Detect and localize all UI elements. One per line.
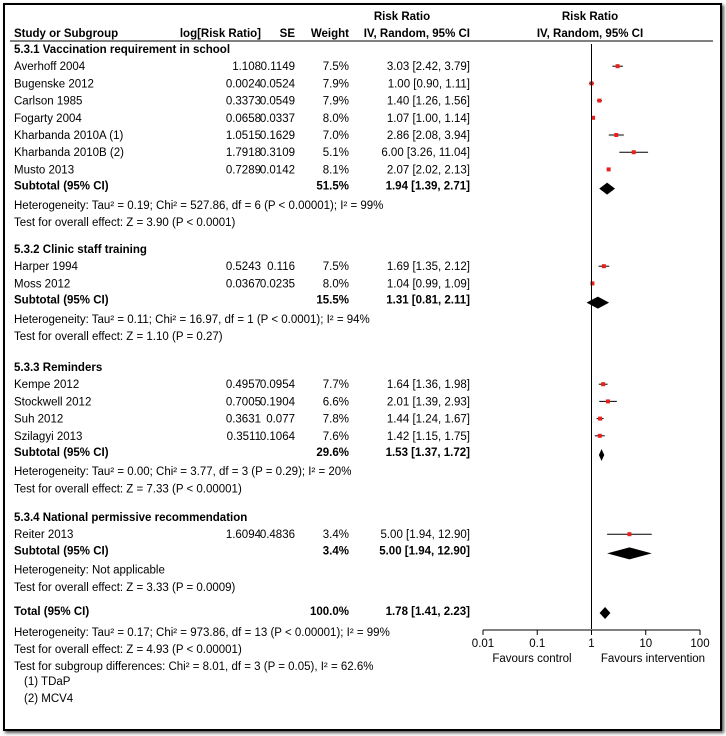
header-se: SE [279, 28, 295, 40]
point-estimate [627, 532, 631, 536]
total-weight: 100.0% [309, 606, 349, 618]
subtotal-weight: 3.4% [322, 545, 349, 558]
study-log-rr: 0.0024 [225, 78, 261, 91]
point-estimate [606, 399, 610, 403]
header-study: Study or Subgroup [14, 28, 119, 40]
study-name: Kharbanda 2010B (2) [14, 147, 124, 160]
study-weight: 5.1% [322, 147, 349, 160]
study-weight: 8.1% [322, 164, 349, 177]
study-ci: 1.40 [1.26, 1.56] [386, 95, 470, 108]
study-log-rr: 0.3373 [225, 95, 261, 108]
favours-control-label: Favours control [492, 653, 572, 665]
footnote-2: (2) MCV4 [24, 693, 74, 705]
subgroup-title: 5.3.4 National permissive recommendation [14, 512, 248, 524]
study-weight: 7.8% [322, 413, 349, 426]
study-name: Harper 1994 [14, 261, 78, 274]
total-ci: 1.78 [1.41, 2.23] [385, 606, 470, 618]
subtotal-label: Subtotal (95% CI) [14, 294, 109, 307]
x-axis-tick-label: 1 [588, 638, 595, 650]
study-name: Suh 2012 [14, 413, 64, 426]
subtotal-ci: 1.31 [0.81, 2.11] [386, 294, 470, 307]
study-log-rr: 0.0367 [225, 278, 261, 291]
study-ci: 3.03 [2.42, 3.79] [386, 61, 470, 74]
study-ci: 5.00 [1.94, 12.90] [380, 529, 470, 542]
header-risk-ratio: Risk Ratio [373, 11, 431, 23]
study-se: 0.4836 [259, 529, 295, 542]
subgroup-title: 5.3.1 Vaccination requirement in school [14, 44, 231, 56]
point-estimate [601, 382, 605, 386]
x-axis-tick-label: 0.01 [471, 638, 495, 650]
subtotal-ci: 1.53 [1.37, 1.72] [385, 447, 470, 459]
point-estimate [602, 264, 606, 268]
subtotal-label: Subtotal (95% CI) [14, 180, 109, 193]
study-se: 0.1064 [259, 430, 295, 443]
study-weight: 6.6% [322, 396, 349, 409]
subgroup-differences-text: Test for subgroup differences: Chi² = 8.01, df = 3 (P = 0.05), I² = 62.6% [14, 661, 374, 673]
header-plot-risk-ratio: Risk Ratio [561, 11, 619, 23]
study-ci: 1.69 [1.35, 2.12] [386, 261, 470, 274]
subtotal-ci: 1.94 [1.39, 2.71] [385, 180, 470, 193]
study-ci: 2.01 [1.39, 2.93] [386, 396, 470, 409]
subtotal-weight: 51.5% [316, 180, 349, 193]
study-weight: 7.9% [322, 95, 349, 108]
study-log-rr: 0.4957 [225, 379, 261, 392]
total-diamond [600, 607, 611, 619]
subtotal-label: Subtotal (95% CI) [14, 447, 109, 459]
study-ci: 1.07 [1.00, 1.14] [386, 112, 470, 125]
point-estimate [597, 99, 601, 103]
subgroup-title: 5.3.2 Clinic staff training [14, 244, 147, 256]
header-plot-method: IV, Random, 95% CI [536, 28, 644, 40]
x-axis-tick-label: 10 [639, 638, 653, 650]
study-weight: 7.7% [322, 379, 349, 392]
study-ci: 2.07 [2.02, 2.13] [386, 164, 470, 177]
study-log-rr: 1.7918 [225, 147, 261, 160]
study-log-rr: 0.0658 [225, 112, 261, 125]
header-weight: Weight [310, 28, 349, 40]
study-name: Szilagyi 2013 [14, 430, 83, 443]
study-se: 0.1629 [259, 130, 295, 142]
study-ci: 2.86 [2.08, 3.94] [386, 130, 470, 142]
study-name: Kharbanda 2010A (1) [14, 130, 124, 142]
study-ci: 6.00 [3.26, 11.04] [381, 147, 470, 160]
study-name: Kempe 2012 [14, 379, 80, 392]
study-se: 0.0524 [259, 78, 295, 91]
subtotal-weight: 15.5% [316, 294, 349, 307]
overall-effect-text: Test for overall effect: Z = 1.10 (P = 0.27) [14, 331, 223, 343]
study-log-rr: 1.6094 [225, 529, 261, 542]
study-name: Averhoff 2004 [14, 61, 86, 74]
study-weight: 7.0% [322, 130, 349, 142]
subtotal-diamond [599, 449, 604, 461]
subtotal-ci: 5.00 [1.94, 12.90] [379, 545, 470, 558]
total-heterogeneity-text: Heterogeneity: Tau² = 0.17; Chi² = 973.86, df = 13 (P < 0.00001); I² = 99% [14, 627, 390, 639]
study-ci: 1.04 [0.99, 1.09] [386, 278, 470, 291]
overall-effect-text: Test for overall effect: Z = 3.90 (P < 0.0001) [14, 217, 236, 229]
study-ci: 1.42 [1.15, 1.75] [386, 430, 470, 443]
x-axis-tick-label: 0.1 [529, 638, 546, 650]
point-estimate [614, 133, 618, 137]
study-name: Stockwell 2012 [14, 396, 92, 409]
subgroup-title: 5.3.3 Reminders [14, 362, 103, 374]
point-estimate [616, 64, 620, 68]
heterogeneity-text: Heterogeneity: Not applicable [14, 564, 165, 577]
study-se: 0.1149 [260, 61, 295, 74]
study-se: 0.0235 [259, 278, 295, 291]
study-ci: 1.64 [1.36, 1.98] [386, 379, 470, 392]
study-weight: 7.5% [322, 261, 349, 274]
study-name: Moss 2012 [14, 278, 71, 291]
study-weight: 7.9% [322, 78, 349, 91]
subtotal-weight: 29.6% [316, 447, 349, 459]
study-name: Bugenske 2012 [14, 78, 94, 91]
study-name: Reiter 2013 [14, 529, 74, 542]
point-estimate [632, 150, 636, 154]
study-log-rr: 0.7005 [225, 396, 261, 409]
study-name: Carlson 1985 [14, 95, 83, 108]
study-log-rr: 0.7289 [225, 164, 261, 177]
study-ci: 1.00 [0.90, 1.11] [387, 78, 470, 91]
total-label: Total (95% CI) [14, 606, 90, 618]
study-log-rr: 1.108 [232, 61, 261, 74]
heterogeneity-text: Heterogeneity: Tau² = 0.00; Chi² = 3.77, df = 3 (P = 0.29); I² = 20% [14, 466, 352, 479]
study-log-rr: 0.3631 [225, 413, 261, 426]
subtotal-diamond [607, 547, 652, 559]
study-weight: 8.0% [322, 112, 349, 125]
study-name: Fogarty 2004 [14, 112, 82, 125]
study-se: 0.077 [266, 413, 295, 426]
point-estimate [598, 434, 602, 438]
study-weight: 8.0% [322, 278, 349, 291]
study-weight: 7.5% [322, 61, 349, 74]
study-name: Musto 2013 [14, 164, 75, 177]
forest-plot-frame [3, 3, 722, 731]
study-log-rr: 0.5243 [225, 261, 261, 274]
favours-intervention-label: Favours intervention [600, 653, 706, 665]
study-log-rr: 1.0515 [225, 130, 261, 142]
overall-effect-text: Test for overall effect: Z = 3.33 (P = 0.0009) [14, 581, 236, 594]
overall-effect-text: Test for overall effect: Z = 7.33 (P < 0.00001) [14, 483, 242, 496]
subtotal-diamond [599, 183, 615, 195]
study-se: 0.116 [267, 261, 295, 274]
point-estimate [607, 167, 611, 171]
point-estimate [598, 417, 602, 421]
heterogeneity-text: Heterogeneity: Tau² = 0.11; Chi² = 16.97, df = 1 (P < 0.0001); I² = 94% [14, 313, 370, 326]
forest-plot [5, 5, 720, 729]
study-se: 0.0142 [259, 164, 295, 177]
total-overall-effect-text: Test for overall effect: Z = 4.93 (P < 0.00001) [14, 644, 242, 656]
study-ci: 1.44 [1.24, 1.67] [386, 413, 470, 426]
header-log-risk-ratio: log[Risk Ratio] [179, 28, 261, 40]
study-se: 0.1904 [259, 396, 295, 409]
study-se: 0.0954 [259, 379, 295, 392]
heterogeneity-text: Heterogeneity: Tau² = 0.19; Chi² = 527.86, df = 6 (P < 0.00001); I² = 99% [14, 199, 384, 212]
header-ci-method: IV, Random, 95% CI [363, 28, 470, 40]
study-se: 0.0549 [259, 95, 295, 108]
study-weight: 3.4% [322, 529, 349, 542]
x-axis-tick-label: 100 [690, 638, 710, 650]
study-se: 0.3109 [259, 147, 295, 160]
study-weight: 7.6% [322, 430, 349, 443]
study-log-rr: 0.3511 [226, 430, 261, 443]
subtotal-label: Subtotal (95% CI) [14, 545, 109, 558]
subtotal-diamond [587, 297, 610, 309]
footnote-1: (1) TDaP [24, 676, 71, 688]
study-se: 0.0337 [259, 112, 295, 125]
